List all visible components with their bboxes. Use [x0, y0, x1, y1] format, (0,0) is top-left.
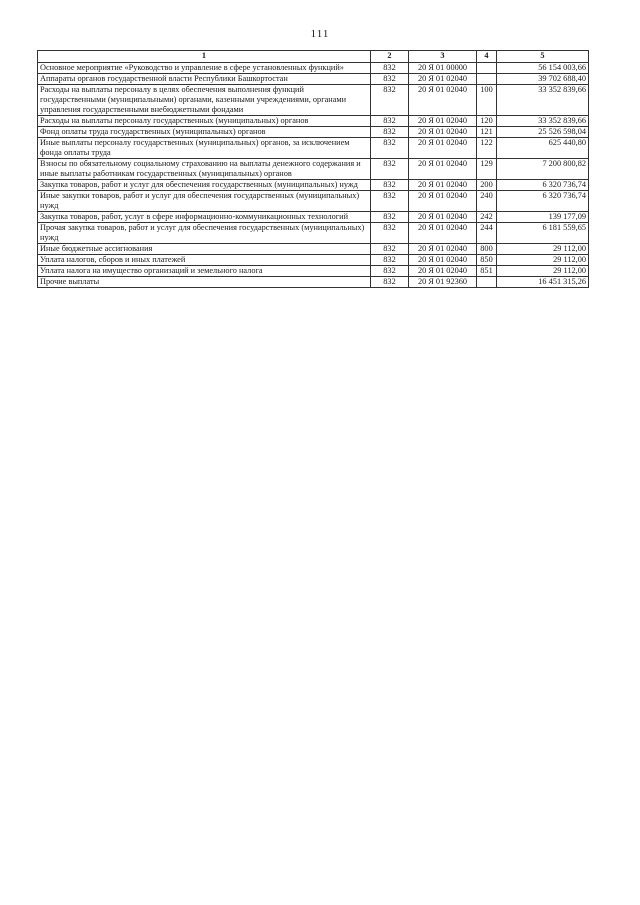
table-row [38, 191, 589, 212]
cell-target-article: 20 Я 01 02040 [409, 244, 477, 255]
table-row [38, 212, 589, 223]
table-body [38, 63, 589, 288]
cell-amount: 6 320 736,74 [497, 180, 589, 191]
header-col-3: 3 [409, 51, 477, 63]
cell-admin-code: 832 [371, 255, 409, 266]
cell-expense-type: 850 [477, 255, 497, 266]
cell-target-article: 20 Я 01 02040 [409, 266, 477, 277]
cell-amount: 33 352 839,66 [497, 85, 589, 116]
cell-amount: 625 440,80 [497, 138, 589, 159]
cell-admin-code: 832 [371, 180, 409, 191]
cell-expense-type [477, 277, 497, 288]
cell-admin-code: 832 [371, 191, 409, 212]
cell-admin-code: 832 [371, 138, 409, 159]
cell-admin-code: 832 [371, 85, 409, 116]
cell-target-article: 20 Я 01 02040 [409, 159, 477, 180]
header-col-1: 1 [38, 51, 371, 63]
cell-target-article: 20 Я 01 00000 [409, 63, 477, 74]
cell-target-article: 20 Я 01 02040 [409, 74, 477, 85]
cell-expense-type: 121 [477, 127, 497, 138]
cell-admin-code: 832 [371, 63, 409, 74]
cell-amount: 25 526 598,04 [497, 127, 589, 138]
cell-admin-code: 832 [371, 277, 409, 288]
cell-expense-type: 129 [477, 159, 497, 180]
cell-amount: 6 320 736,74 [497, 191, 589, 212]
cell-target-article: 20 Я 01 02040 [409, 116, 477, 127]
budget-table [37, 50, 589, 288]
table-row [38, 116, 589, 127]
cell-admin-code: 832 [371, 74, 409, 85]
cell-expense-type: 100 [477, 85, 497, 116]
cell-expense-type: 122 [477, 138, 497, 159]
cell-name: Расходы на выплаты персоналу в целях обеспечения выполнения функций государственными (муниципальными) органами, казенными учреждениями, органами управления государственными внебюджетными фондами [38, 85, 371, 116]
cell-expense-type: 242 [477, 212, 497, 223]
cell-expense-type [477, 63, 497, 74]
cell-amount: 39 702 688,40 [497, 74, 589, 85]
cell-expense-type [477, 74, 497, 85]
cell-expense-type: 120 [477, 116, 497, 127]
table-row [38, 63, 589, 74]
cell-name: Основное мероприятие «Руководство и управление в сфере установленных функций» [38, 63, 371, 74]
cell-target-article: 20 Я 01 02040 [409, 180, 477, 191]
cell-target-article: 20 Я 01 02040 [409, 191, 477, 212]
table-row [38, 266, 589, 277]
cell-amount: 29 112,00 [497, 255, 589, 266]
cell-target-article: 20 Я 01 02040 [409, 255, 477, 266]
cell-admin-code: 832 [371, 127, 409, 138]
table-row [38, 244, 589, 255]
cell-name: Аппараты органов государственной власти Республики Башкортостан [38, 74, 371, 85]
cell-amount: 7 200 800,82 [497, 159, 589, 180]
cell-admin-code: 832 [371, 223, 409, 244]
table-row [38, 159, 589, 180]
cell-amount: 139 177,09 [497, 212, 589, 223]
cell-name: Расходы на выплаты персоналу государственных (муниципальных) органов [38, 116, 371, 127]
cell-amount: 56 154 003,66 [497, 63, 589, 74]
cell-target-article: 20 Я 01 02040 [409, 127, 477, 138]
cell-target-article: 20 Я 01 02040 [409, 138, 477, 159]
cell-expense-type: 200 [477, 180, 497, 191]
cell-amount: 6 181 559,65 [497, 223, 589, 244]
cell-amount: 16 451 315,26 [497, 277, 589, 288]
cell-name: Закупка товаров, работ и услуг для обеспечения государственных (муниципальных) нужд [38, 180, 371, 191]
header-col-5: 5 [497, 51, 589, 63]
cell-name: Закупка товаров, работ, услуг в сфере информационно-коммуникационных технологий [38, 212, 371, 223]
cell-expense-type: 244 [477, 223, 497, 244]
table-header-row [38, 51, 589, 63]
cell-name: Иные бюджетные ассигнования [38, 244, 371, 255]
cell-target-article: 20 Я 01 02040 [409, 212, 477, 223]
table-row [38, 74, 589, 85]
table-row [38, 255, 589, 266]
cell-name: Уплата налога на имущество организаций и земельного налога [38, 266, 371, 277]
table-row [38, 277, 589, 288]
header-col-2: 2 [371, 51, 409, 63]
cell-admin-code: 832 [371, 159, 409, 180]
cell-admin-code: 832 [371, 212, 409, 223]
cell-name: Прочие выплаты [38, 277, 371, 288]
cell-expense-type: 851 [477, 266, 497, 277]
cell-admin-code: 832 [371, 244, 409, 255]
cell-name: Уплата налогов, сборов и иных платежей [38, 255, 371, 266]
cell-name: Фонд оплаты труда государственных (муниципальных) органов [38, 127, 371, 138]
cell-target-article: 20 Я 01 02040 [409, 85, 477, 116]
cell-target-article: 20 Я 01 02040 [409, 223, 477, 244]
cell-name: Взносы по обязательному социальному страхованию на выплаты денежного содержания и иные выплаты работникам государственных (муниципальных) органов [38, 159, 371, 180]
table-row [38, 223, 589, 244]
cell-expense-type: 240 [477, 191, 497, 212]
table-row [38, 138, 589, 159]
page-number: 111 [310, 28, 330, 40]
cell-amount: 33 352 839,66 [497, 116, 589, 127]
cell-expense-type: 800 [477, 244, 497, 255]
table-row [38, 127, 589, 138]
table-row [38, 85, 589, 116]
cell-amount: 29 112,00 [497, 266, 589, 277]
cell-admin-code: 832 [371, 266, 409, 277]
table-row [38, 180, 589, 191]
cell-admin-code: 832 [371, 116, 409, 127]
cell-amount: 29 112,00 [497, 244, 589, 255]
cell-name: Иные закупки товаров, работ и услуг для обеспечения государственных (муниципальных) нужд [38, 191, 371, 212]
cell-name: Иные выплаты персоналу государственных (муниципальных) органов, за исключением фонда оплаты труда [38, 138, 371, 159]
cell-name: Прочая закупка товаров, работ и услуг для обеспечения государственных (муниципальных) нужд [38, 223, 371, 244]
header-col-4: 4 [477, 51, 497, 63]
cell-target-article: 20 Я 01 92360 [409, 277, 477, 288]
